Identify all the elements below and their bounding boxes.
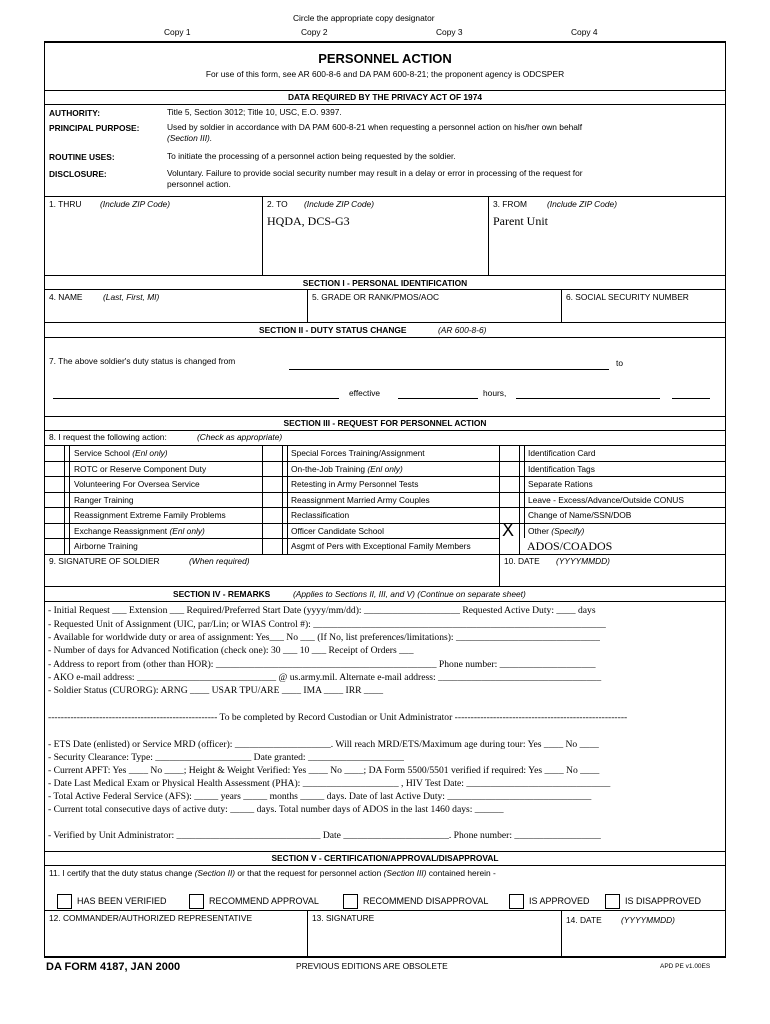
option-label: Separate Rations <box>528 479 593 489</box>
recommend-disapproval-checkbox[interactable] <box>343 894 358 909</box>
request-label: 8. I request the following action: <box>49 432 167 442</box>
section-3-heading: SECTION III - REQUEST FOR PERSONNEL ACTION <box>283 418 487 428</box>
remarks-line: - ETS Date (enlisted) or Service MRD (officer): ____________________. Will reach MRD/ETS/Maximum age during tour: Yes ____ No ____ <box>48 739 599 750</box>
remarks-line: - Soldier Status (CURORG): ARNG ____ USAR TPU/ARE ____ IMA ____ IRR ____ <box>48 685 384 696</box>
copy-4-option[interactable]: Copy 4 <box>571 27 598 37</box>
to-hint: (Include ZIP Code) <box>304 199 374 209</box>
form-version: APD PE v1.00ES <box>660 963 711 970</box>
purpose-text: Used by soldier in accordance with DA PAM 600-8-21 when requesting a personnel action on his/her own behalf <box>167 122 583 132</box>
soldier-date-field[interactable] <box>503 568 722 584</box>
copy-designator-instruction: Circle the appropriate copy designator <box>293 13 435 23</box>
remarks-line: - Number of days for Advanced Notification (check one): 30 ___ 10 ___ Receipt of Orders ___ <box>48 645 414 656</box>
option-label: Exchange Reassignment (Enl only) <box>74 526 205 536</box>
option-label: Leave - Excess/Advance/Outside CONUS <box>528 495 684 505</box>
checkbox-oversea-service[interactable] <box>45 477 64 491</box>
checkbox-rotc[interactable] <box>45 461 64 475</box>
option-label: IS DISAPPROVED <box>625 896 702 906</box>
approval-date-hint: (YYYYMMDD) <box>621 915 675 925</box>
option-label: On-the-Job Training (Enl only) <box>291 464 403 474</box>
verified-by-line: - Verified by Unit Administrator: ______________________________ Date ______________________. Phone number: __________________ <box>48 830 601 841</box>
option-label: Special Forces Training/Assignment <box>291 448 425 458</box>
remarks-line: - Date Last Medical Exam or Physical Health Assessment (PHA): ____________________ , HIV Test Date: ______________________________ <box>48 778 611 789</box>
remarks-line: - Total Active Federal Service (AFS): _____ years _____ months _____ days. Date of last Active Duty: ______________________________ <box>48 791 592 802</box>
checkbox-id-tags[interactable] <box>500 461 519 475</box>
checkbox-retesting[interactable] <box>263 477 282 491</box>
to-label: 2. TO <box>267 199 288 209</box>
option-label: Airborne Training <box>74 541 138 551</box>
checkbox-ojt[interactable] <box>263 461 282 475</box>
custodian-divider-line: ----------------------------------------------------- To be completed by Record Custodian or Unit Administrator ------------------------------------------------------ <box>48 712 628 723</box>
option-label: Identification Tags <box>528 464 595 474</box>
remarks-line: - Requested Unit of Assignment (UIC, par/Lin; or WIAS Control #): _____________________________________________________________ <box>48 619 606 630</box>
has-been-verified-checkbox[interactable] <box>57 894 72 909</box>
remarks-line: - Initial Request ___ Extension ___ Required/Preferred Start Date (yyyy/mm/dd): ____________________ Requested Active Duty: ____ days <box>48 605 596 616</box>
checkbox-special-forces[interactable] <box>263 446 282 460</box>
checkbox-leave[interactable] <box>500 492 519 506</box>
section-4-heading: SECTION IV - REMARKS <box>173 589 271 599</box>
option-label: Officer Candidate School <box>291 526 384 536</box>
disclosure-text: Voluntary. Failure to provide social security number may result in a delay or error in processing of the request for <box>167 168 583 178</box>
checkbox-airborne-training[interactable] <box>45 539 64 553</box>
section-5-heading: SECTION V - CERTIFICATION/APPROVAL/DISAPPROVAL <box>271 853 499 863</box>
option-label: Asgmt of Pers with Exceptional Family Members <box>291 541 471 551</box>
certify-statement: 11. I certify that the duty status change (Section II) or that the request for personnel action (Section III) contained herein - <box>49 868 496 878</box>
from-address-field[interactable]: Parent Unit <box>493 214 548 228</box>
remarks-line: - Security Clearance: Type: ____________________ Date granted: ____________________ <box>48 752 404 763</box>
checkbox-id-card[interactable] <box>500 446 519 460</box>
disclosure-label: DISCLOSURE: <box>49 169 107 179</box>
commander-label: 12. COMMANDER/AUTHORIZED REPRESENTATIVE <box>49 913 253 923</box>
ssn-field[interactable] <box>565 304 722 320</box>
copy-2-option[interactable]: Copy 2 <box>301 27 328 37</box>
thru-address-field[interactable] <box>48 212 258 272</box>
option-label: Reclassification <box>291 510 350 520</box>
is-approved-checkbox[interactable] <box>509 894 524 909</box>
section-2-reference: (AR 600-8-6) <box>438 325 487 335</box>
section-2-heading: SECTION II - DUTY STATUS CHANGE <box>259 325 407 335</box>
to-status-field[interactable] <box>53 398 339 399</box>
approval-signature-label: 13. SIGNATURE <box>312 913 375 923</box>
option-label: Ranger Training <box>74 495 134 505</box>
is-disapproved-checkbox[interactable] <box>605 894 620 909</box>
section-4-hint: (Applies to Sections II, III, and V) (Continue on separate sheet) <box>293 589 526 599</box>
purpose-label: PRINCIPAL PURPOSE: <box>49 123 140 133</box>
checkbox-extreme-family[interactable] <box>45 508 64 522</box>
effective-date-field[interactable] <box>516 398 660 399</box>
disclosure-text-2: personnel action. <box>167 179 231 189</box>
signature-of-soldier-field[interactable] <box>48 568 495 584</box>
privacy-heading: DATA REQUIRED BY THE PRIVACY ACT OF 1974 <box>287 92 483 102</box>
option-label: Retesting in Army Personnel Tests <box>291 479 419 489</box>
hours-label: hours, <box>483 388 507 398</box>
grade-field[interactable] <box>311 304 557 320</box>
form-subtitle: For use of this form, see AR 600-8-6 and DA PAM 600-8-21; the proponent agency is ODCSPER <box>205 69 565 79</box>
request-hint: (Check as appropriate) <box>197 432 283 442</box>
option-label: RECOMMEND APPROVAL <box>209 896 319 906</box>
option-label: Reassignment Extreme Family Problems <box>74 510 226 520</box>
remarks-line: - Address to report from (other than HOR): ______________________________________________ Phone number: ____________________ <box>48 659 596 670</box>
approval-date-label: 14. DATE <box>566 915 602 925</box>
effective-extra-field[interactable] <box>672 398 710 399</box>
remarks-area[interactable] <box>48 606 722 846</box>
option-label: Volunteering For Oversea Service <box>74 479 200 489</box>
to-address-field[interactable]: HQDA, DCS-G3 <box>267 214 350 228</box>
checkbox-separate-rations[interactable] <box>500 477 519 491</box>
commander-field[interactable] <box>48 926 303 954</box>
form-number: DA FORM 4187, JAN 2000 <box>46 961 181 973</box>
checkbox-exchange-reassignment[interactable] <box>45 523 64 537</box>
approval-signature-field[interactable] <box>311 926 557 954</box>
obsolete-notice: PREVIOUS EDITIONS ARE OBSOLETE <box>296 961 448 971</box>
checkbox-other-mark: X <box>502 520 515 540</box>
option-label: ROTC or Reserve Component Duty <box>74 464 207 474</box>
option-label: IS APPROVED <box>529 896 590 906</box>
date-hint: (YYYYMMDD) <box>556 556 610 566</box>
recommend-approval-checkbox[interactable] <box>189 894 204 909</box>
remarks-line: - Current total consecutive days of active duty: _____ days. Total number days of ADOS in the last 1460 days: ______ <box>48 804 504 815</box>
grade-label: 5. GRADE OR RANK/PMOS/AOC <box>312 292 440 302</box>
option-label: HAS BEEN VERIFIED <box>77 896 167 906</box>
checkbox-ranger-training[interactable] <box>45 492 64 506</box>
option-label: RECOMMEND DISAPPROVAL <box>363 896 489 906</box>
purpose-text-2: (Section III). <box>167 133 213 143</box>
checkbox-ocs[interactable] <box>263 523 282 537</box>
checkbox-service-school[interactable] <box>45 446 64 460</box>
date-label: 10. DATE <box>504 556 540 566</box>
form-title: PERSONNEL ACTION <box>318 51 452 66</box>
option-label: Change of Name/SSN/DOB <box>528 510 632 520</box>
name-field[interactable] <box>48 304 303 320</box>
signature-of-soldier-hint: (When required) <box>189 556 250 566</box>
option-label: Identification Card <box>528 448 596 458</box>
routine-uses-text: To initiate the processing of a personnel action being requested by the soldier. <box>167 151 456 161</box>
duty-status-changed-from-label: 7. The above soldier's duty status is changed from <box>49 356 236 366</box>
from-label: 3. FROM <box>493 199 527 209</box>
option-label: Reassignment Married Army Couples <box>291 495 430 505</box>
to-status-label: to <box>616 358 623 368</box>
authority-label: AUTHORITY: <box>49 108 101 118</box>
remarks-line: - Current APFT: Yes ____ No ____; Height & Weight Verified: Yes ____ No ____; DA Form 5500/5501 verified if required: Yes ____ No ____ <box>48 765 600 776</box>
thru-label: 1. THRU <box>49 199 82 209</box>
option-label: Other (Specify) <box>528 526 585 536</box>
thru-hint: (Include ZIP Code) <box>100 199 170 209</box>
option-label: Service School (Enl only) <box>74 448 168 458</box>
changed-from-field[interactable] <box>289 369 609 370</box>
from-hint: (Include ZIP Code) <box>547 199 617 209</box>
remarks-line: - AKO e-mail address: _____________________________ @ us.army.mil. Alternate e-mail address: __________________________________ <box>48 672 602 683</box>
copy-3-option[interactable]: Copy 3 <box>436 27 463 37</box>
signature-of-soldier-label: 9. SIGNATURE OF SOLDIER <box>49 556 160 566</box>
copy-1-option[interactable]: Copy 1 <box>164 27 191 37</box>
checkbox-exceptional-family[interactable] <box>263 539 282 553</box>
routine-uses-label: ROUTINE USES: <box>49 152 115 162</box>
effective-time-field[interactable] <box>398 398 478 399</box>
checkbox-married-couples[interactable] <box>263 492 282 506</box>
approval-date-field[interactable] <box>565 928 722 954</box>
other-specify-field[interactable]: ADOS/COADOS <box>527 539 613 553</box>
section-1-heading: SECTION I - PERSONAL IDENTIFICATION <box>302 278 468 288</box>
checkbox-reclassification[interactable] <box>263 508 282 522</box>
effective-label: effective <box>349 388 381 398</box>
name-hint: (Last, First, MI) <box>103 292 160 302</box>
remarks-line: - Available for worldwide duty or area of assignment: Yes___ No ___ (If No, list preferences/limitations): ______________________________ <box>48 632 600 643</box>
authority-text: Title 5, Section 3012; Title 10, USC, E.O. 9397. <box>167 107 342 117</box>
name-label: 4. NAME <box>49 292 83 302</box>
ssn-label: 6. SOCIAL SECURITY NUMBER <box>566 292 689 302</box>
